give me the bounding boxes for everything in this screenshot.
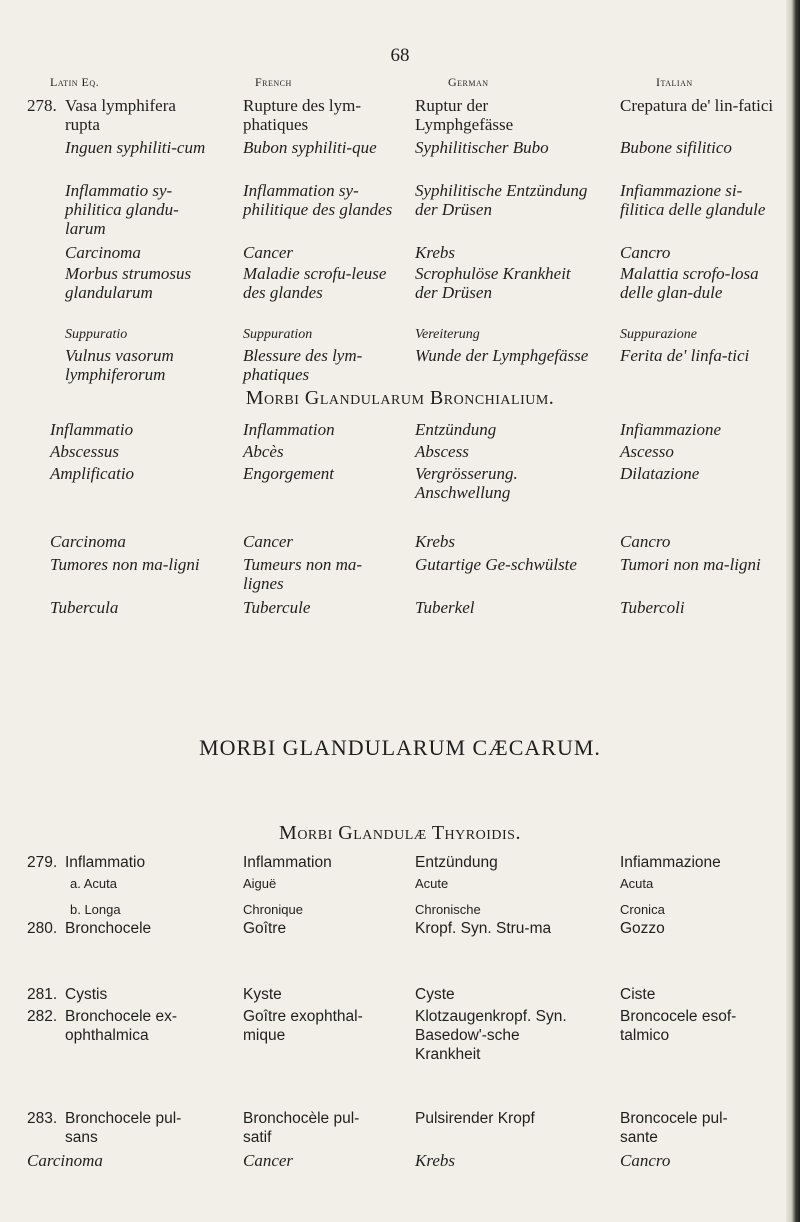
german-term: Chronische: [415, 902, 481, 917]
latin-term: Inflammatio sy-philitica glandu-larum: [65, 181, 179, 238]
italian-term: Infiammazione: [620, 854, 721, 871]
german-term: Pulsirender Kropf: [415, 1110, 535, 1127]
entry-number: 279.: [27, 854, 58, 871]
entry-number: 281.: [27, 986, 58, 1003]
italian-term: Malattia scrofo-losa delle glan-dule: [620, 264, 759, 302]
italian-term: Tumori non ma-ligni: [620, 555, 761, 574]
italian-term: Infiammazione si-filitica delle glandule: [620, 181, 766, 219]
german-term: Gutartige Ge-schwülste: [415, 555, 577, 574]
french-term: Engorgement: [243, 464, 334, 483]
entry-number: 283.: [27, 1110, 58, 1127]
italian-term: Cronica: [620, 902, 665, 917]
italian-term: Gozzo: [620, 920, 665, 937]
french-term: Abcès: [243, 442, 284, 461]
german-term: Entzündung: [415, 854, 498, 871]
page-edge-shadow: [786, 0, 800, 1222]
latin-term: Carcinoma: [27, 1151, 103, 1170]
latin-term: Inflammatio: [65, 854, 146, 871]
latin-term: Bronchocele: [65, 920, 152, 937]
header-french: French: [255, 75, 292, 89]
italian-term: Cancro: [620, 532, 671, 551]
latin-term: Vasa lymphifera rupta: [65, 96, 176, 134]
italian-term: Infiammazione: [620, 420, 722, 439]
italian-term: Bubone sifilitico: [620, 138, 732, 157]
latin-term: Tumores non ma-ligni: [50, 555, 200, 574]
italian-term: Broncocele esof-talmico: [620, 1008, 737, 1044]
german-term: Cyste: [415, 986, 455, 1003]
latin-term: Tubercula: [50, 598, 119, 617]
french-term: Blessure des lym-phatiques: [243, 346, 363, 384]
german-term: Kropf. Syn. Stru-ma: [415, 920, 552, 937]
french-term: Goître: [243, 920, 287, 937]
german-term: Abscess: [415, 442, 469, 461]
latin-term: Carcinoma: [50, 532, 126, 551]
german-term: Tuberkel: [415, 598, 475, 617]
french-term: Tubercule: [243, 598, 311, 617]
french-term: Goître exophthal-mique: [243, 1008, 363, 1044]
french-term: Chronique: [243, 902, 303, 917]
latin-term: Inflammatio: [50, 420, 134, 439]
section-title: Morbi Glandularum Bronchialium.: [245, 387, 555, 409]
german-term: Entzündung: [415, 420, 497, 439]
italian-term: Crepatura de' lin-fatici: [620, 96, 774, 115]
italian-term: Broncocele pul-sante: [620, 1110, 728, 1146]
french-term: Rupture des lym-phatiques: [243, 96, 362, 134]
german-term: Vergrösserung. Anschwellung: [415, 464, 518, 502]
header-latin: Latin Eq.: [50, 75, 100, 89]
italian-term: Tubercoli: [620, 598, 685, 617]
italian-term: Suppurazione: [620, 327, 697, 342]
entry-number: 278.: [27, 96, 57, 115]
french-term: Maladie scrofu-leuse des glandes: [243, 264, 387, 302]
section-title: Morbi Glandulæ Thyroidis.: [279, 822, 521, 844]
page-number: 68: [390, 45, 410, 66]
german-term: Krebs: [415, 243, 455, 262]
latin-term: Bronchocele ex-ophthalmica: [65, 1008, 178, 1044]
latin-term: Vulnus vasorum lymphiferorum: [65, 346, 174, 384]
german-term: Vereiterung: [415, 327, 480, 342]
italian-term: Cancro: [620, 1151, 671, 1170]
german-term: Krebs: [415, 1151, 455, 1170]
latin-term: Morbus strumosus glandularum: [65, 264, 192, 302]
latin-term: b. Longa: [70, 902, 121, 917]
german-term: Krebs: [415, 532, 455, 551]
german-term: Ruptur der Lymphgefässe: [415, 96, 514, 134]
header-german: German: [448, 75, 489, 89]
french-term: Inflammation: [243, 420, 335, 439]
italian-term: Cancro: [620, 243, 671, 262]
header-italian: Italian: [656, 75, 693, 89]
german-term: Wunde der Lymphgefässe: [415, 346, 589, 365]
latin-term: Carcinoma: [65, 243, 141, 262]
latin-term: Suppuratio: [65, 327, 128, 342]
italian-term: Acuta: [620, 876, 654, 891]
latin-term: Cystis: [65, 986, 108, 1003]
german-term: Scrophulöse Krankheit der Drüsen: [415, 264, 571, 302]
latin-term: a. Acuta: [70, 876, 117, 891]
italian-term: Ciste: [620, 986, 656, 1003]
german-term: Syphilitische Entzündung der Drüsen: [415, 181, 588, 219]
italian-term: Ferita de' linfa-tici: [620, 346, 750, 365]
french-term: Inflammation: [243, 854, 332, 871]
french-term: Bubon syphiliti-que: [243, 138, 377, 157]
french-term: Tumeurs non ma-lignes: [243, 555, 363, 593]
entry-number: 282.: [27, 1008, 58, 1025]
french-term: Inflammation sy-philitique des glandes: [243, 181, 393, 219]
french-term: Cancer: [243, 243, 294, 262]
latin-term: Bronchocele pul-sans: [65, 1110, 182, 1146]
latin-term: Inguen syphiliti-cum: [65, 138, 206, 157]
german-term: Klotzaugenkropf. Syn. Basedow'-sche Krankheit: [415, 1008, 567, 1063]
french-term: Cancer: [243, 532, 294, 551]
german-term: Syphilitischer Bubo: [415, 138, 549, 157]
french-term: Aiguë: [243, 876, 277, 891]
latin-term: Amplificatio: [50, 464, 135, 483]
chapter-title: MORBI GLANDULARUM CÆCARUM.: [199, 735, 601, 760]
german-term: Acute: [415, 876, 449, 891]
entry-number: 280.: [27, 920, 58, 937]
italian-term: Ascesso: [620, 442, 674, 461]
french-term: Suppuration: [243, 327, 313, 342]
french-term: Bronchocèle pul-satif: [243, 1110, 360, 1146]
italian-term: Dilatazione: [620, 464, 700, 483]
latin-term: Abscessus: [50, 442, 119, 461]
french-term: Kyste: [243, 986, 282, 1003]
french-term: Cancer: [243, 1151, 294, 1170]
